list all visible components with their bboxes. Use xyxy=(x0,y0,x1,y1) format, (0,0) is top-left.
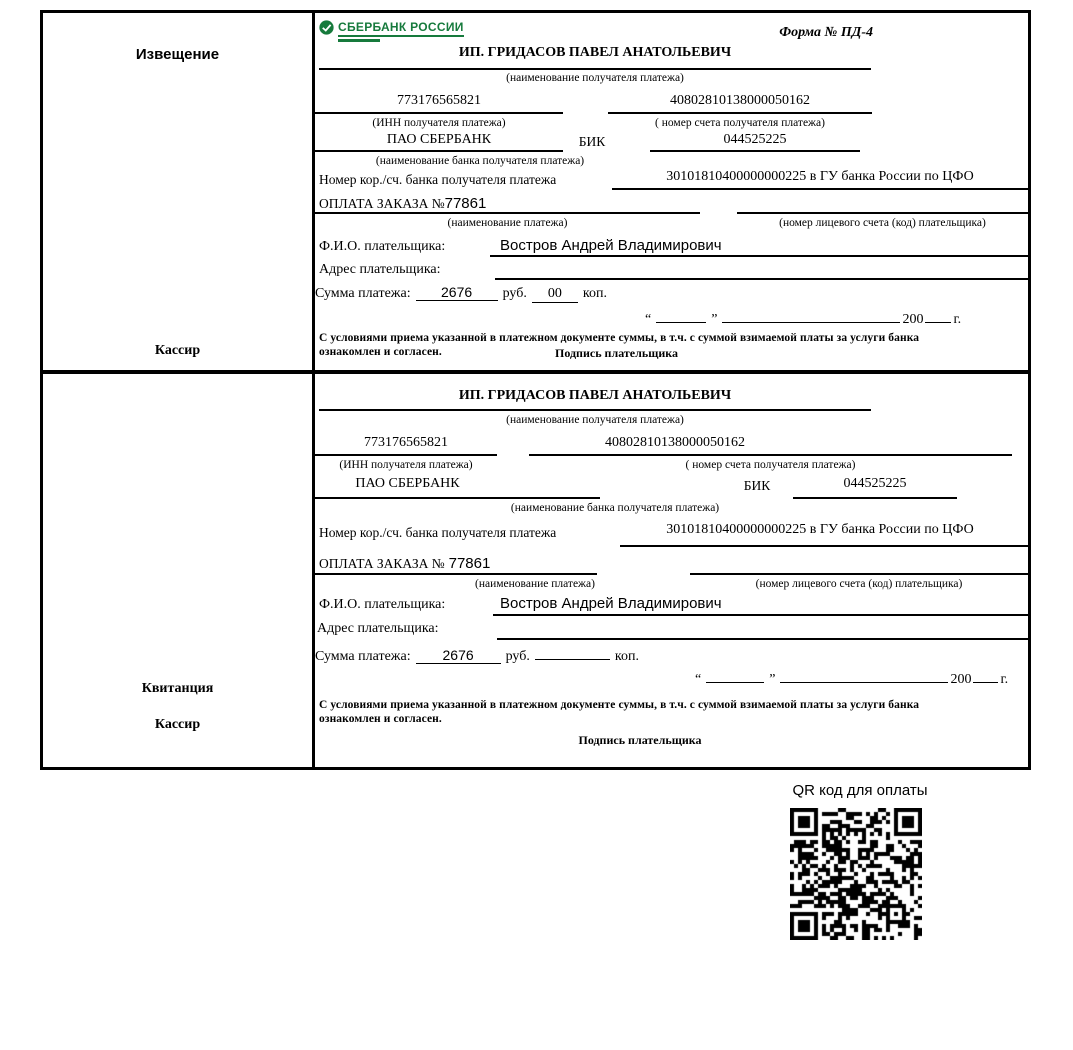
amount-value: 2676 xyxy=(416,284,498,301)
recipient-name-caption: (наименование получателя платежа) xyxy=(506,414,684,426)
inn-caption: (ИНН получателя платежа) xyxy=(339,459,473,471)
purpose-label: ОПЛАТА ЗАКАЗА № xyxy=(319,556,445,571)
rule-recipient xyxy=(319,409,871,411)
quote-open: “ xyxy=(695,672,702,687)
rule-address xyxy=(497,638,1028,640)
rule-address xyxy=(495,278,1028,280)
day-blank xyxy=(656,306,706,323)
kop-value: 00 xyxy=(532,286,578,303)
corr-label: Номер кор./сч. банка получателя платежа xyxy=(319,172,557,187)
kop-label: коп. xyxy=(614,649,639,664)
bik-value: 044525225 xyxy=(843,476,907,491)
rule-purpose xyxy=(315,573,597,575)
fio-value: Востров Андрей Владимирович xyxy=(500,237,722,254)
qr-caption: QR код для оплаты xyxy=(792,782,928,799)
purpose-row xyxy=(319,195,486,213)
form-number: Форма № ПД-4 xyxy=(779,25,873,40)
terms-line1: С условиями приема указанной в платежном документе суммы, в т.ч. с суммой взимаемой платы за услуги банка xyxy=(319,332,920,344)
account-value: 40802810138000050162 xyxy=(670,93,810,108)
corr-value: 30101810400000000225 в ГУ банка России по ЦФО xyxy=(666,522,974,537)
account-caption: ( номер счета получателя платежа) xyxy=(655,117,825,129)
rule-bik xyxy=(793,497,957,499)
fio-label: Ф.И.О. плательщика: xyxy=(319,239,446,254)
amount-label: Сумма платежа: xyxy=(315,286,411,301)
fio-label: Ф.И.О. плательщика: xyxy=(319,597,446,612)
year-prefix: 200 xyxy=(902,312,924,327)
rule-bik xyxy=(650,150,860,152)
rule-account xyxy=(529,454,1012,456)
month-blank xyxy=(722,306,900,323)
rub-label: руб. xyxy=(505,649,530,664)
address-label: Адрес плательщика: xyxy=(317,621,439,636)
rule-personal-account xyxy=(737,212,1028,214)
sberbank-logo-text: СБЕРБАНК РОССИИ xyxy=(338,20,464,37)
rule-purpose xyxy=(315,212,700,214)
rule-inn xyxy=(315,112,563,114)
rule-recipient xyxy=(319,68,871,70)
cashier-label: Кассир xyxy=(154,343,201,358)
purpose-caption: (наименование платежа) xyxy=(475,578,595,590)
notice-side-label: Извещение xyxy=(135,46,220,63)
purpose-label: ОПЛАТА ЗАКАЗА № xyxy=(319,196,445,211)
year-prefix: 200 xyxy=(950,672,972,687)
order-number: 77861 xyxy=(448,555,491,572)
quote-close: ” xyxy=(769,672,776,687)
rule-bank xyxy=(315,150,563,152)
amount-row xyxy=(315,643,639,665)
rule-corr xyxy=(612,188,1028,190)
recipient-name-caption: (наименование получателя платежа) xyxy=(506,72,684,84)
month-blank xyxy=(780,666,948,683)
personal-account-caption: (номер лицевого счета (код) плательщика) xyxy=(779,217,986,229)
terms-line2: ознакомлен и согласен. xyxy=(319,713,442,725)
bik-value: 044525225 xyxy=(723,132,787,147)
amount-value: 2676 xyxy=(416,647,501,664)
order-number: 77861 xyxy=(444,195,487,212)
year-suffix: г. xyxy=(953,312,962,327)
pd4-form xyxy=(40,10,1031,770)
terms-line1: С условиями приема указанной в платежном документе суммы, в т.ч. с суммой взимаемой платы за услуги банка xyxy=(319,699,920,711)
purpose-caption: (наименование платежа) xyxy=(447,217,568,229)
notice-left-column xyxy=(43,13,315,370)
receipt-body xyxy=(315,374,1028,767)
account-value: 40802810138000050162 xyxy=(605,435,745,450)
rule-bank xyxy=(315,497,600,499)
year-suffix: г. xyxy=(1000,672,1009,687)
year-blank xyxy=(925,306,951,323)
bank-name: ПАО СБЕРБАНК xyxy=(355,476,460,491)
purpose-row xyxy=(319,555,490,573)
bik-label: БИК xyxy=(578,134,606,149)
rule-inn xyxy=(315,454,497,456)
kop-value xyxy=(535,643,610,660)
inn-caption: (ИНН получателя платежа) xyxy=(372,117,506,129)
quote-open: “ xyxy=(645,312,652,327)
notice-body xyxy=(315,13,1028,370)
cashier-label: Кассир xyxy=(154,717,201,732)
recipient-name: ИП. ГРИДАСОВ ПАВЕЛ АНАТОЛЬЕВИЧ xyxy=(458,388,732,403)
date-row xyxy=(645,306,961,328)
year-blank xyxy=(973,666,998,683)
rule-corr xyxy=(620,545,1028,547)
rule-fio xyxy=(493,614,1028,616)
terms-line2: ознакомлен и согласен. xyxy=(319,346,442,358)
corr-value: 30101810400000000225 в ГУ банка России по ЦФО xyxy=(666,169,974,184)
kop-label: коп. xyxy=(582,286,607,301)
inn-value: 773176565821 xyxy=(364,435,448,450)
rule-fio xyxy=(490,255,1028,257)
bank-name: ПАО СБЕРБАНК xyxy=(386,132,492,147)
bik-label: БИК xyxy=(743,478,771,493)
address-label: Адрес плательщика: xyxy=(319,262,441,277)
qr-code-image xyxy=(790,808,922,940)
receipt-left-column xyxy=(43,374,315,767)
notice-section xyxy=(43,13,1028,374)
bank-caption: (наименование банка получателя платежа) xyxy=(510,502,720,514)
fio-value: Востров Андрей Владимирович xyxy=(500,595,722,612)
rub-label: руб. xyxy=(502,286,527,301)
amount-row xyxy=(315,284,607,303)
rule-account xyxy=(608,112,872,114)
receipt-section xyxy=(43,374,1028,767)
amount-label: Сумма платежа: xyxy=(315,649,411,664)
signature-label: Подпись плательщика xyxy=(555,346,678,360)
personal-account-caption: (номер лицевого счета (код) плательщика) xyxy=(755,578,963,590)
quote-close: ” xyxy=(711,312,718,327)
receipt-side-label: Квитанция xyxy=(141,681,214,696)
day-blank xyxy=(706,666,764,683)
bank-caption: (наименование банка получателя платежа) xyxy=(375,155,585,167)
date-row xyxy=(695,666,1008,688)
rule-personal-account xyxy=(690,573,1028,575)
recipient-name: ИП. ГРИДАСОВ ПАВЕЛ АНАТОЛЬЕВИЧ xyxy=(458,45,732,60)
corr-label: Номер кор./сч. банка получателя платежа xyxy=(319,525,557,540)
inn-value: 773176565821 xyxy=(397,93,481,108)
account-caption: ( номер счета получателя платежа) xyxy=(685,459,856,471)
signature-label: Подпись плательщика xyxy=(578,733,702,747)
